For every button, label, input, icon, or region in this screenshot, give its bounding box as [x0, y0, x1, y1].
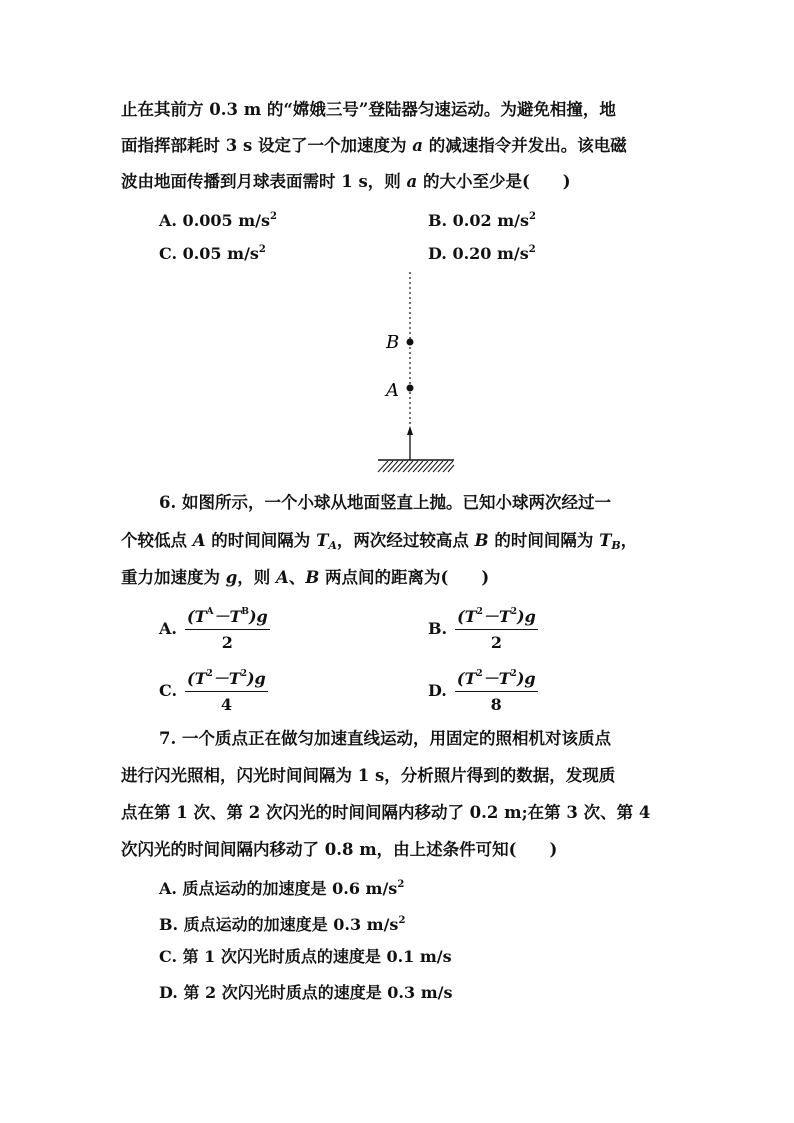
q6-l2-c: ，两次经过较高点: [336, 531, 475, 550]
q7-line-1: 7. 一个质点正在做匀加速直线运动，用固定的照相机对该质点: [159, 729, 611, 748]
vertical-throw-figure: [370, 268, 470, 478]
q6-line-3: [121, 567, 489, 589]
q7-line-2: 进行闪光照相，闪光时间间隔为 1 s，分析照片得到的数据，发现质: [121, 766, 616, 785]
q6-l2-b: 的时间间隔为: [205, 531, 317, 550]
q5-option-a-text: A. 0.005 m/s: [159, 211, 271, 230]
q6-l3-a: 重力加速度为: [121, 568, 226, 587]
q5-option-d-sup: 2: [528, 244, 536, 255]
var-point-b: B: [305, 568, 320, 587]
q7-option-b-text: B. 质点运动的加速度是 0.3 m/s: [159, 915, 399, 934]
q6-option-c-denominator: 4: [220, 695, 232, 714]
q5-line-3-b: 的大小至少是( ): [417, 172, 571, 191]
q6-option-b-numerator: $(T^2-T^2)g$: [455, 604, 538, 630]
q6-option-a-fraction: [185, 604, 270, 652]
var-t: T: [316, 531, 329, 550]
q6-option-c-fraction: [185, 666, 268, 714]
q6-option-a: [159, 604, 270, 652]
q6-option-a-denominator: 2: [221, 633, 233, 652]
q6-option-c-label: C.: [159, 680, 178, 700]
q6-l3-d: 两点间的距离为( ): [319, 568, 490, 587]
var-point-a: A: [192, 531, 206, 550]
point-b: [407, 339, 414, 346]
q6-l3-b: ，则: [237, 568, 277, 587]
q7-option-d: [159, 983, 452, 1003]
q7-option-d-text: D. 第 2 次闪光时质点的速度是 0.3 m/s: [159, 983, 453, 1002]
q6-option-b-denominator: 2: [490, 633, 503, 652]
q6-option-d-denominator: 8: [490, 695, 502, 714]
q6-option-b-fraction: [455, 604, 538, 652]
q6-l3-c: 、: [288, 568, 306, 587]
q6-l2-e: ，: [620, 531, 638, 550]
q7-option-a: [159, 875, 404, 899]
q7-option-a-sup: 2: [397, 879, 405, 890]
q5-option-d-text: D. 0.20 m/s: [428, 244, 529, 263]
q6-option-c: [159, 666, 268, 714]
q7-option-b-sup: 2: [398, 915, 406, 926]
q7-line-4: 次闪光的时间间隔内移动了 0.8 m，由上述条件可知( ): [121, 840, 558, 859]
q5-option-c: [159, 240, 266, 264]
q7-option-c-text: C. 第 1 次闪光时质点的速度是 0.1 m/s: [159, 947, 452, 966]
q6-option-b-label: B.: [428, 618, 448, 638]
q5-line-2-b: 的减速指令并发出。该电磁: [422, 136, 627, 155]
label-b: B: [386, 332, 400, 353]
q6-line-2: [121, 530, 637, 557]
q6-option-a-label: A.: [159, 618, 177, 638]
var-t-sub-b: B: [611, 539, 621, 552]
q6-option-d-fraction: [455, 666, 538, 714]
label-a: A: [386, 380, 399, 401]
q7-option-c: [159, 947, 452, 967]
q6-line-1: 6. 如图所示，一个小球从地面竖直上抛。已知小球两次经过一: [159, 493, 611, 512]
q6-l2-a: 个较低点: [121, 531, 193, 550]
var-a: a: [406, 172, 418, 191]
q6-option-d-label: D.: [428, 680, 447, 700]
q7-line-3: 点在第 1 次、第 2 次闪光的时间间隔内移动了 0.2 m;在第 3 次、第 4: [121, 803, 651, 822]
var-t: T: [599, 531, 612, 550]
q5-line-3: [121, 171, 571, 193]
var-point-a: A: [276, 568, 289, 587]
q5-option-c-text: C. 0.05 m/s: [159, 244, 259, 263]
ground-hatch: [378, 461, 454, 472]
q5-option-a-sup: 2: [270, 211, 277, 222]
q6-l2-d: 的时间间隔为: [488, 531, 600, 550]
var-a: a: [412, 136, 423, 155]
q6-option-c-numerator: $(T^2-T^2)g$: [185, 666, 268, 692]
q6-option-d: [428, 666, 538, 714]
q6-option-a-numerator: $(T^A-T^B)g$: [185, 604, 270, 630]
q5-option-b-sup: 2: [528, 211, 536, 222]
q5-line-3-a: 波由地面传播到月球表面需时 1 s，则: [121, 172, 407, 191]
q5-option-b: [428, 207, 536, 231]
var-g: g: [225, 568, 238, 587]
q5-line-2: [121, 135, 627, 157]
q7-option-b: [159, 911, 405, 935]
launch-arrow-head: [407, 426, 413, 435]
var-point-b: B: [474, 531, 489, 550]
q5-line-2-a: 面指挥部耗时 3 s 设定了一个加速度为: [121, 136, 413, 155]
q7-option-a-text: A. 质点运动的加速度是 0.6 m/s: [159, 879, 398, 898]
point-a: [407, 385, 414, 392]
q6-option-d-numerator: $(T^2-T^2)g$: [455, 666, 538, 692]
q5-option-a: [159, 207, 277, 231]
q5-option-b-text: B. 0.02 m/s: [428, 211, 529, 230]
var-t-sub-a: A: [328, 539, 337, 552]
q5-line-1: 止在其前方 0.3 m 的“嫦娥三号”登陆器匀速运动。为避免相撞，地: [121, 100, 616, 119]
q5-option-c-sup: 2: [258, 244, 266, 255]
q6-option-b: [428, 604, 538, 652]
q5-option-d: [428, 240, 536, 264]
